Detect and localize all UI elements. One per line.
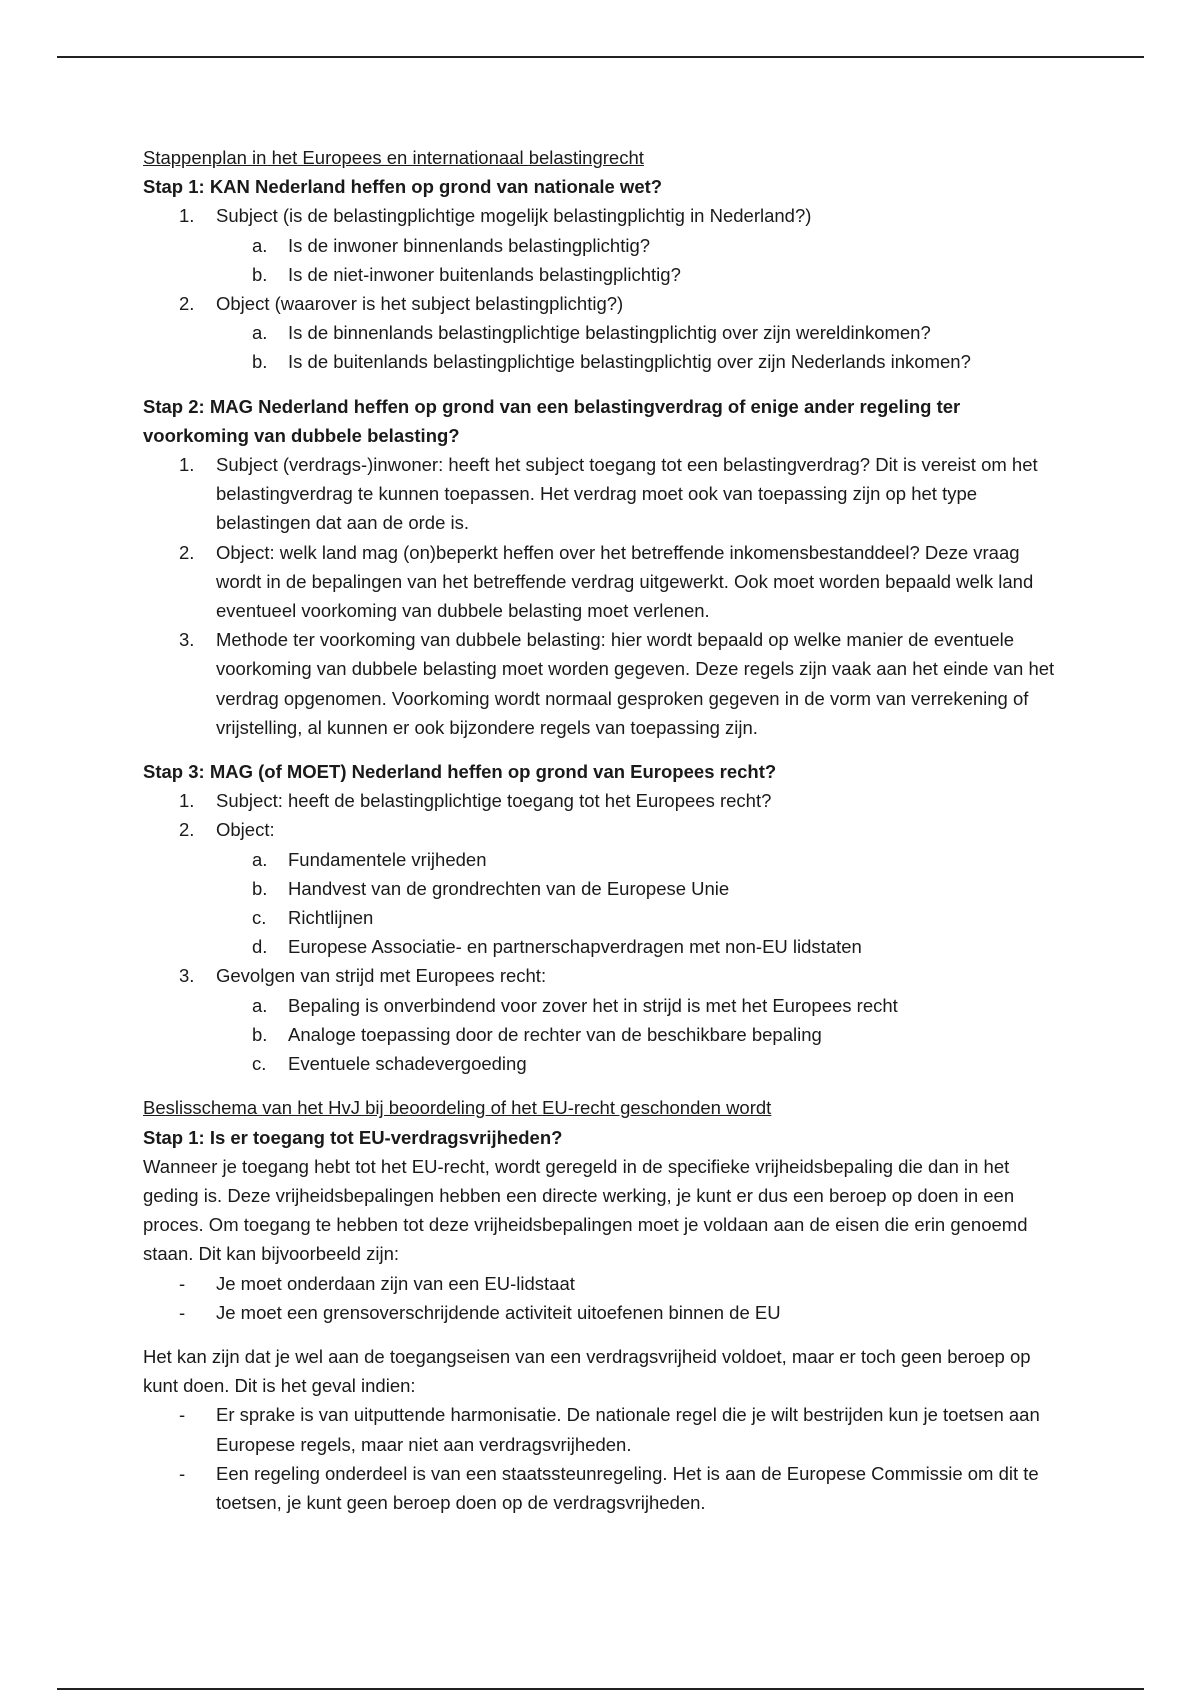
- list-item: [216, 991, 1068, 1020]
- lettered-list: [216, 991, 1068, 1079]
- list-item: [143, 815, 1068, 961]
- list-item: [216, 318, 1068, 347]
- footer-rule: [57, 1688, 1144, 1690]
- list-item-text: Subject: heeft de belastingplichtige toegang tot het Europees recht?: [216, 790, 772, 812]
- list-item-text: Object (waarover is het subject belastingplichtig?): [216, 293, 624, 315]
- list-item: [143, 1269, 1068, 1298]
- list-item-text: Object:: [216, 819, 275, 841]
- list-item-text: Subject (verdrags-)inwoner: heeft het subject toegang tot een belastingverdrag? Dit is vereist om het belastingverdrag te kunnen toepassen. Het verdrag moet ook van toepassing zijn op het type belastingen dat aan de orde is.: [216, 454, 1038, 534]
- list-item-text: Gevolgen van strijd met Europees recht:: [216, 965, 547, 987]
- list-item: [216, 874, 1068, 903]
- list-marker: -: [179, 1462, 186, 1484]
- list-marker: c.: [252, 907, 267, 929]
- step-heading: Stap 1: Is er toegang tot EU-verdragsvrijheden?: [143, 1126, 563, 1148]
- numbered-list: [143, 450, 1068, 742]
- list-item-text: Je moet een grensoverschrijdende activiteit uitoefenen binnen de EU: [216, 1301, 781, 1323]
- list-marker: a.: [252, 234, 268, 256]
- list-item: [216, 1020, 1068, 1049]
- list-marker: -: [179, 1272, 186, 1294]
- numbered-list: [143, 786, 1068, 1078]
- list-item-text: Methode ter voorkoming van dubbele belasting: hier wordt bepaald op welke manier de eventuele voorkoming van dubbele belasting moet worden gegeven. Deze regels zijn vaak aan het einde van het verdrag opgenomen. Voorkoming wordt normaal gesproken gegeven in de vorm van verrekening of vrijstelling, al kunnen er ook bijzondere regels van toepassing zijn.: [216, 629, 1055, 738]
- list-marker: b.: [252, 351, 268, 373]
- numbered-list: [143, 201, 1068, 376]
- paragraph: Wanneer je toegang hebt tot het EU-recht, wordt geregeld in de specifieke vrijheidsbepaling die dan in het geding is. Deze vrijheidsbepalingen hebben een directe werking, je kunt er dus een beroep op doen in een proces. Om toegang te hebben tot deze vrijheidsbepalingen moet je voldaan aan de eisen die erin genoemd staan. Dit kan bijvoorbeeld zijn:: [143, 1155, 1028, 1265]
- list-item: [143, 786, 1068, 815]
- list-item: [143, 201, 1068, 289]
- list-item-text: Er sprake is van uitputtende harmonisatie. De nationale regel die je wilt bestrijden kun je toetsen aan Europese regels, maar niet aan verdragsvrijheden.: [216, 1404, 1040, 1455]
- list-item-text: Analoge toepassing door de rechter van de beschikbare bepaling: [288, 1023, 822, 1045]
- list-item: [216, 231, 1068, 260]
- list-item: [216, 347, 1068, 376]
- list-item-text: Eventuele schadevergoeding: [288, 1053, 527, 1075]
- section-title: Stappenplan in het Europees en internationaal belastingrecht: [143, 147, 644, 168]
- list-item-text: Object: welk land mag (on)beperkt heffen over het betreffende inkomensbestanddeel? Deze vraag wordt in de bepalingen van het betreffende verdrag uitgewerkt. Ook moet worden bepaald welk land eventueel voorkoming van dubbele belasting moet verlenen.: [216, 541, 1034, 622]
- section-title: Beslisschema van het HvJ bij beoordeling of het EU-recht geschonden wordt: [143, 1097, 772, 1119]
- list-marker: a.: [252, 994, 268, 1016]
- list-item: [216, 903, 1068, 932]
- list-item-text: Europese Associatie- en partnerschapverdragen met non-EU lidstaten: [288, 936, 862, 958]
- step-heading: Stap 3: MAG (of MOET) Nederland heffen op grond van Europees recht?: [143, 761, 777, 783]
- list-item: [143, 1298, 1068, 1327]
- lettered-list: [216, 318, 1068, 376]
- list-marker: 3.: [179, 965, 195, 987]
- lettered-list: [216, 231, 1068, 289]
- list-marker: 2.: [179, 541, 195, 563]
- list-marker: a.: [252, 848, 268, 870]
- list-item: [143, 289, 1068, 377]
- document-body: [143, 143, 1068, 1517]
- list-marker: 1.: [179, 205, 195, 227]
- list-item-text: Fundamentele vrijheden: [288, 848, 487, 870]
- list-item-text: Je moet onderdaan zijn van een EU-lidstaat: [216, 1272, 575, 1294]
- list-marker: d.: [252, 936, 268, 958]
- list-marker: a.: [252, 322, 268, 344]
- list-marker: b.: [252, 877, 268, 899]
- dash-list: [143, 1269, 1068, 1327]
- list-item-text: Een regeling onderdeel is van een staatssteunregeling. Het is aan de Europese Commissie om dit te toetsen, je kunt geen beroep doen op de verdragsvrijheden.: [216, 1462, 1039, 1513]
- list-item: [143, 538, 1068, 626]
- list-marker: b.: [252, 1023, 268, 1045]
- list-item: [216, 845, 1068, 874]
- step-heading: Stap 1: KAN Nederland heffen op grond van nationale wet?: [143, 176, 663, 198]
- list-item: [143, 1400, 1068, 1458]
- list-marker: 2.: [179, 819, 195, 841]
- list-item-text: Richtlijnen: [288, 907, 374, 929]
- list-item: [216, 1049, 1068, 1078]
- step-heading: Stap 2: MAG Nederland heffen op grond van een belastingverdrag of enige ander regeling ter voorkoming van dubbele belasting?: [143, 395, 961, 446]
- list-item: [143, 450, 1068, 538]
- list-marker: -: [179, 1404, 186, 1426]
- dash-list: [143, 1400, 1068, 1517]
- list-item-text: Is de binnenlands belastingplichtige belastingplichtig over zijn wereldinkomen?: [288, 322, 931, 344]
- list-marker: 1.: [179, 454, 195, 476]
- list-marker: -: [179, 1301, 186, 1323]
- list-item-text: Is de niet-inwoner buitenlands belastingplichtig?: [288, 263, 681, 285]
- list-item-text: Bepaling is onverbindend voor zover het in strijd is met het Europees recht: [288, 994, 898, 1016]
- list-item-text: Handvest van de grondrechten van de Europese Unie: [288, 877, 730, 899]
- list-item: [143, 1459, 1068, 1517]
- list-item: [143, 961, 1068, 1078]
- list-item: [216, 932, 1068, 961]
- list-item-text: Subject (is de belastingplichtige mogelijk belastingplichtig in Nederland?): [216, 205, 812, 227]
- lettered-list: [216, 845, 1068, 962]
- list-item: [216, 260, 1068, 289]
- list-item-text: Is de inwoner binnenlands belastingplichtig?: [288, 234, 651, 256]
- list-marker: 1.: [179, 790, 195, 812]
- list-marker: 2.: [179, 293, 195, 315]
- list-item-text: Is de buitenlands belastingplichtige belastingplichtig over zijn Nederlands inkomen?: [288, 351, 971, 373]
- list-marker: b.: [252, 263, 268, 285]
- paragraph: Het kan zijn dat je wel aan de toegangseisen van een verdragsvrijheid voldoet, maar er toch geen beroep op kunt doen. Dit is het geval indien:: [143, 1345, 1031, 1397]
- list-marker: 3.: [179, 629, 195, 651]
- list-marker: c.: [252, 1053, 267, 1075]
- header-rule: [57, 56, 1144, 58]
- list-item: [143, 625, 1068, 742]
